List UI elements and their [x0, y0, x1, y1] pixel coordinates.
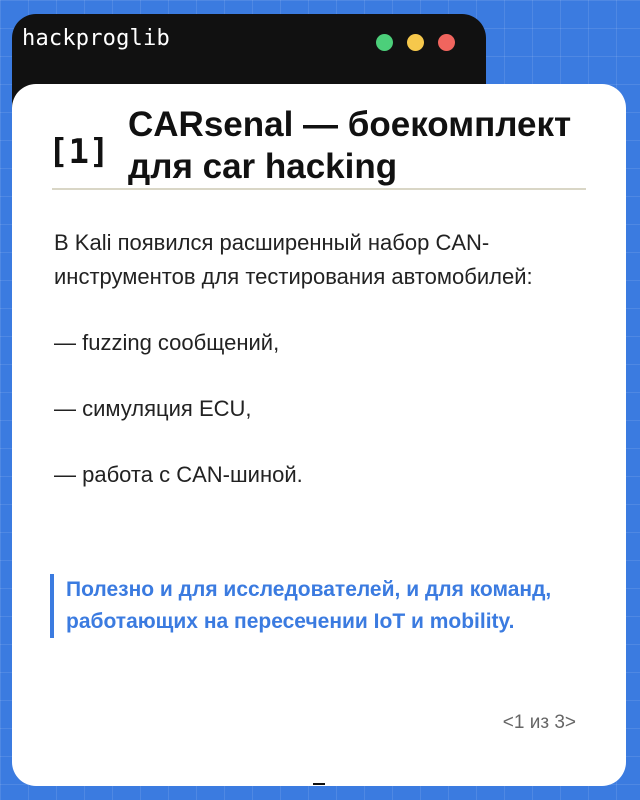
bottom-mark [313, 783, 325, 785]
list-item: — симуляция ECU, [54, 396, 252, 421]
list-item: — fuzzing сообщений, [54, 330, 280, 355]
brand-name: hackproglib [22, 26, 170, 51]
yellow-dot-icon[interactable] [407, 34, 424, 51]
content-card [12, 84, 626, 786]
list-item: — работа с CAN-шиной. [54, 462, 303, 487]
body-text [54, 226, 594, 524]
green-dot-icon[interactable] [376, 34, 393, 51]
callout-quote: Полезно и для исследователей, и для команд, работающих на пересечении IoT и mobility. [50, 574, 586, 638]
slide-number: [1] [48, 132, 110, 172]
window-controls [376, 34, 455, 51]
intro-paragraph: В Kali появился расширенный набор CAN-инструментов для тестирования автомобилей: [54, 230, 533, 289]
page-indicator: <1 из 3> [502, 712, 576, 733]
title-divider [52, 188, 586, 190]
red-dot-icon[interactable] [438, 34, 455, 51]
slide-title: CARsenal — боекомплект для car hacking [128, 105, 572, 186]
